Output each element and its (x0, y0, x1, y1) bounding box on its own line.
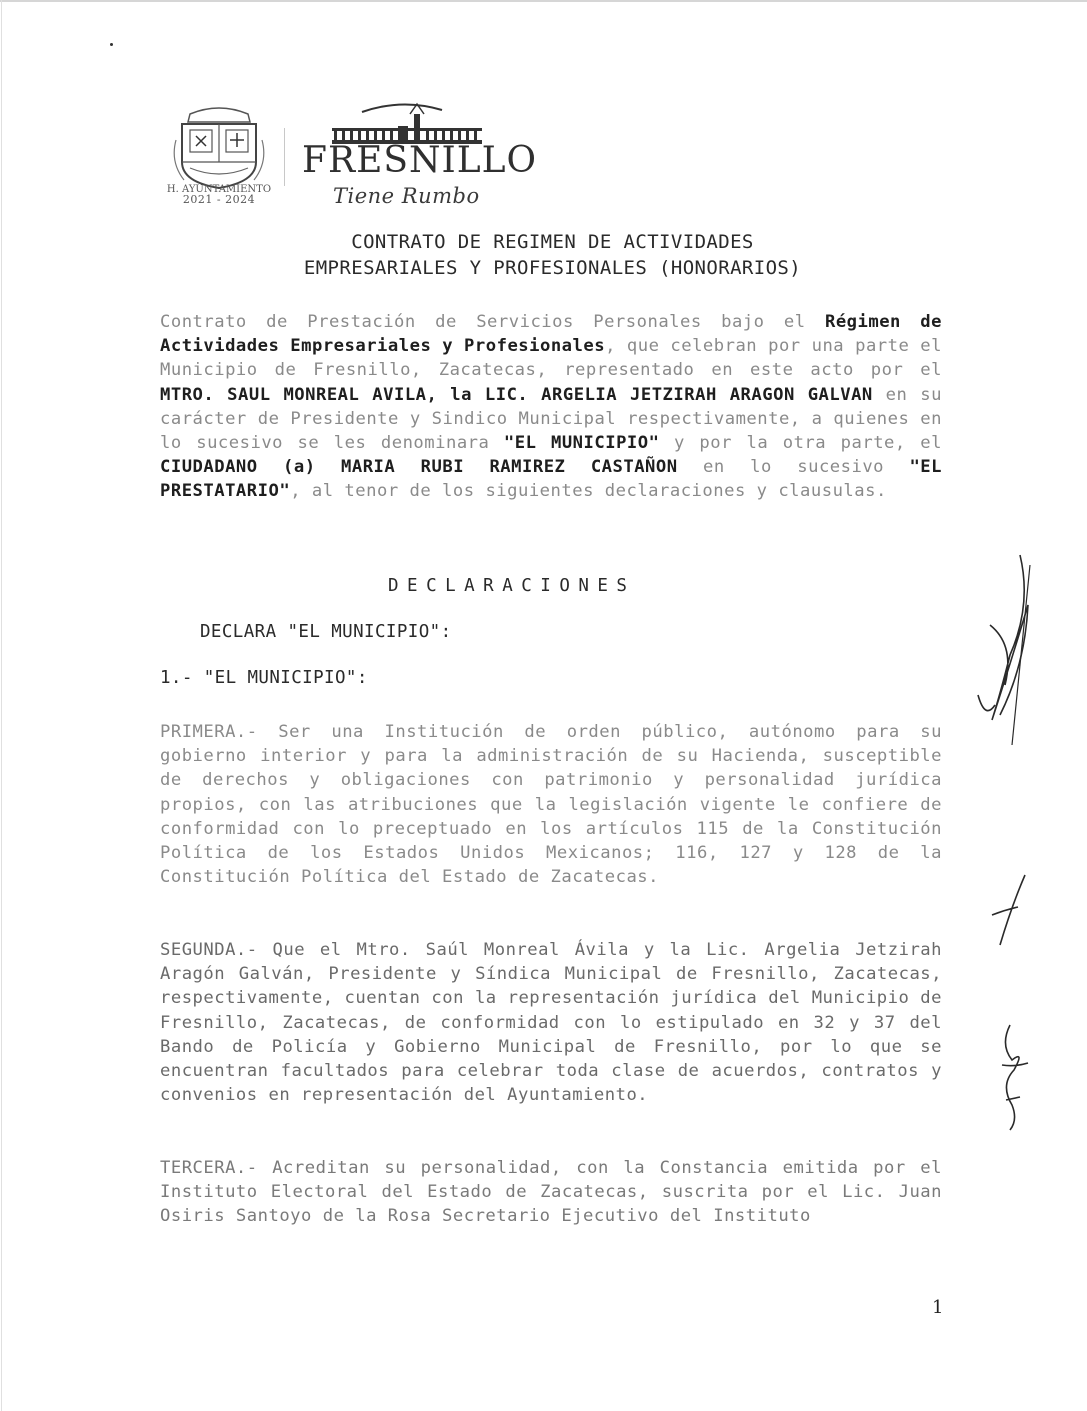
intro-text-1: Contrato de Prestación de Servicios Personales bajo el (160, 312, 825, 332)
margin-signatures-icon (970, 545, 1040, 1145)
seal-caption-line1: H. AYUNTAMIENTO (166, 184, 272, 195)
intro-bold-prestatario: "EL PRESTATARIO" (160, 457, 942, 502)
scan-edge-top (0, 0, 1087, 2)
document-title-line2: EMPRESARIALES Y PROFESIONALES (HONORARIOS) (303, 257, 802, 279)
intro-text-6: , al tenor de los siguientes declaraciones y clausulas. (290, 481, 887, 502)
intro-text-3: en su carácter de Presidente y Sindico Municipal respectivamente, a quienes en lo sucesivo se les denominara (160, 384, 942, 454)
intro-text-5: en lo sucesivo (677, 457, 910, 478)
declara-municipio-heading: DECLARA "EL MUNICIPIO": (200, 622, 452, 642)
intro-bold-municipio: "EL MUNICIPIO" (503, 433, 660, 454)
document-title-line1: CONTRATO DE REGIMEN DE ACTIVIDADES (351, 231, 754, 253)
declaraciones-heading: DECLARACIONES (388, 576, 636, 596)
intro-paragraph (160, 310, 942, 504)
intro-bold-regime: Régimen de Actividades Empresariales y Profesionales (160, 312, 942, 357)
intro-bold-signatories: MTRO. SAUL MONREAL AVILA, la LIC. ARGELIA JETZIRAH ARAGON GALVAN (160, 384, 873, 405)
clause-primera: PRIMERA.- Ser una Institución de orden público, autónomo para su gobierno interior y para la administración de su Hacienda, susceptible de derechos y obligaciones con patrimonio y personalidad jurídica propios, con las atribuciones que la legislación vigente le confiere de conformidad con lo preceptuado en los artículos 115 de la Constitución Política de los Estados Unidos Mexicanos; 116, 127 y 128 de la Constitución Política del Estado de Zacatecas. (160, 722, 942, 888)
logo-tagline: Tiene Rumbo (333, 184, 480, 208)
logo-wordmark: FRESNILLO (302, 140, 538, 181)
scan-edge-left (1, 0, 2, 1411)
intro-text-2: , que celebran por una parte el Municipio de Fresnillo, Zacatecas, representado en este acto por el (160, 336, 942, 381)
clause-segunda: SEGUNDA.- Que el Mtro. Saúl Monreal Ávila y la Lic. Argelia Jetzirah Aragón Galván, Presidente y Síndica Municipal de Fresnillo, Zacatecas, respectivamente, cuentan con la representación jurídica del Municipio de Fresnillo, Zacatecas, de conformidad con lo estipulado en 32 y 37 del Bando de Policía y Gobierno Municipal de Fresnillo, por lo que se encuentran facultados para celebrar toda clase de acuerdos, contratos y convenios en representación del Ayuntamiento. (160, 940, 942, 1106)
seal-caption-years: 2021 - 2024 (182, 193, 256, 206)
seal-caption (160, 185, 278, 205)
page-number: 1 (932, 1297, 944, 1318)
clause-tercera: TERCERA.- Acreditan su personalidad, con la Constancia emitida por el Instituto Electoral del Estado de Zacatecas, suscrita por el Lic. Juan Osiris Santoyo de la Rosa Secretario Ejecutivo del Instituto (160, 1158, 942, 1227)
intro-text-4: y por la otra parte, el (659, 433, 942, 454)
numbered-heading: 1.- "EL MUNICIPIO": (160, 668, 368, 688)
scan-speck (110, 43, 113, 46)
intro-bold-ciudadano: CIUDADANO (a) MARIA RUBI RAMIREZ CASTAÑON (160, 457, 678, 478)
logo-divider (284, 128, 285, 186)
